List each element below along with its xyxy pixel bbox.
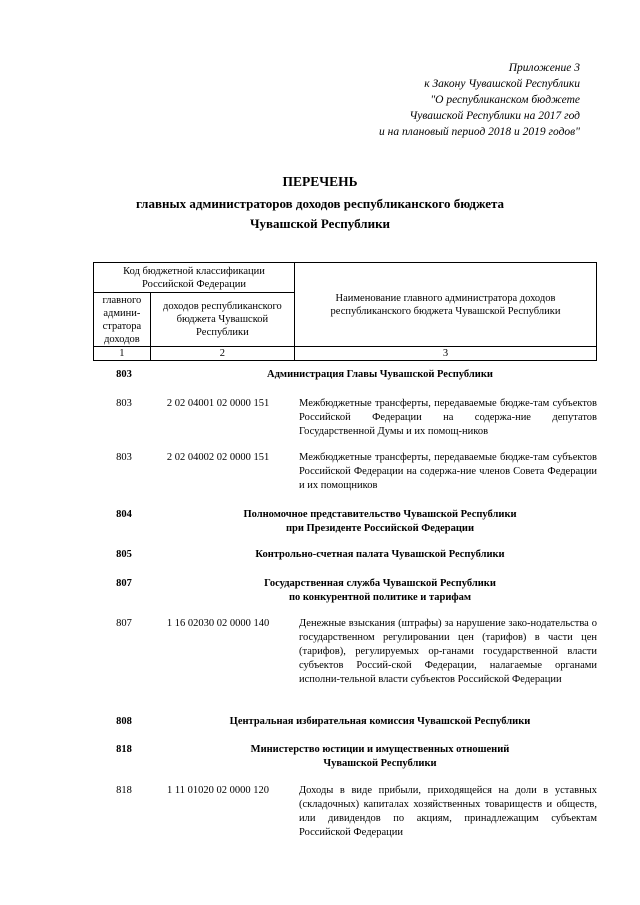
section-code: 805	[116, 549, 132, 560]
column-number: 1	[94, 347, 151, 361]
revenue-description: Денежные взыскания (штрафы) за нарушение зако-нодательства о государственном регулировании цен (тарифов) в части цен (тарифов), регулируемых ор-ганами государственной власти субъектов Россий-ской Федерации, налагаемые органами исполни-тельной власти субъектов Российской Федерации	[299, 618, 597, 685]
section-name: Министерство юстиции и имущественных отношений	[250, 744, 510, 755]
section-code: 807	[116, 578, 132, 589]
kbk-group-header: Код бюджетной классификации Российской Федерации	[94, 263, 295, 293]
revenue-description: Межбюджетные трансферты, передаваемые бюдже-там субъектов Российской Федерации на содержа-ние депутатов Государственной Думы и их помощ-ников	[299, 398, 597, 437]
document-title: ПЕРЕЧЕНЬ	[282, 174, 358, 189]
column-number: 2	[150, 347, 294, 361]
kbk-code: 2 02 04001 02 0000 151	[166, 398, 270, 409]
admin-code: 803	[116, 452, 132, 463]
kbk-code: 2 02 04002 02 0000 151	[166, 452, 270, 463]
admin-code: 818	[116, 785, 132, 796]
section-name: Государственная служба Чувашской Республики	[264, 578, 496, 589]
annex-line: Чувашской Республики на 2017 год	[409, 110, 580, 122]
kbk-code: 1 16 02030 02 0000 140	[166, 618, 270, 629]
admin-code: 807	[116, 618, 132, 629]
section-code: 804	[116, 509, 132, 520]
revenue-code-header: доходов республиканского бюджета Чувашской Республики	[150, 293, 294, 347]
name-column-header: Наименование главного администратора доходов республиканского бюджета Чувашской Республики	[294, 263, 596, 347]
column-number: 3	[294, 347, 596, 361]
annex-line: "О республиканском бюджете	[430, 94, 580, 106]
section-name: Чувашской Республики	[323, 758, 437, 769]
document-subtitle: Чувашской Республики	[249, 216, 391, 231]
revenue-description: Межбюджетные трансферты, передаваемые бюдже-там субъектов Российской Федерации на содержа-ние членов Совета Федерации и их помощников	[299, 452, 597, 491]
admin-code-header: главного админи-стратора доходов	[94, 293, 151, 347]
section-name: Полномочное представительство Чувашской Республики	[243, 509, 517, 520]
annex-block	[280, 60, 580, 140]
annex-line: и на плановый период 2018 и 2019 годов"	[379, 126, 580, 138]
section-name: Администрация Главы Чувашской Республики	[267, 369, 493, 380]
document-subtitle: главных администраторов доходов республиканского бюджета	[135, 196, 505, 211]
section-name: при Президенте Российской Федерации	[285, 523, 475, 534]
section-code: 808	[116, 716, 132, 727]
section-name: Центральная избирательная комиссия Чувашской Республики	[229, 716, 531, 727]
section-code: 818	[116, 744, 132, 755]
section-name: Контрольно-счетная палата Чувашской Республики	[255, 549, 505, 560]
annex-line: Приложение 3	[508, 62, 580, 74]
annex-line: к Закону Чувашской Республики	[424, 78, 580, 90]
kbk-code: 1 11 01020 02 0000 120	[167, 785, 269, 796]
table-header	[93, 262, 597, 361]
section-code: 803	[116, 369, 132, 380]
section-name: по конкурентной политике и тарифам	[288, 592, 472, 603]
revenue-description: Доходы в виде прибыли, приходящейся на доли в уставных (складочных) капиталах хозяйственных товариществ и обществ, или дивидендов по акциям, принадлежащим субъектам Российской Федерации	[299, 785, 597, 838]
admin-code: 803	[116, 398, 132, 409]
